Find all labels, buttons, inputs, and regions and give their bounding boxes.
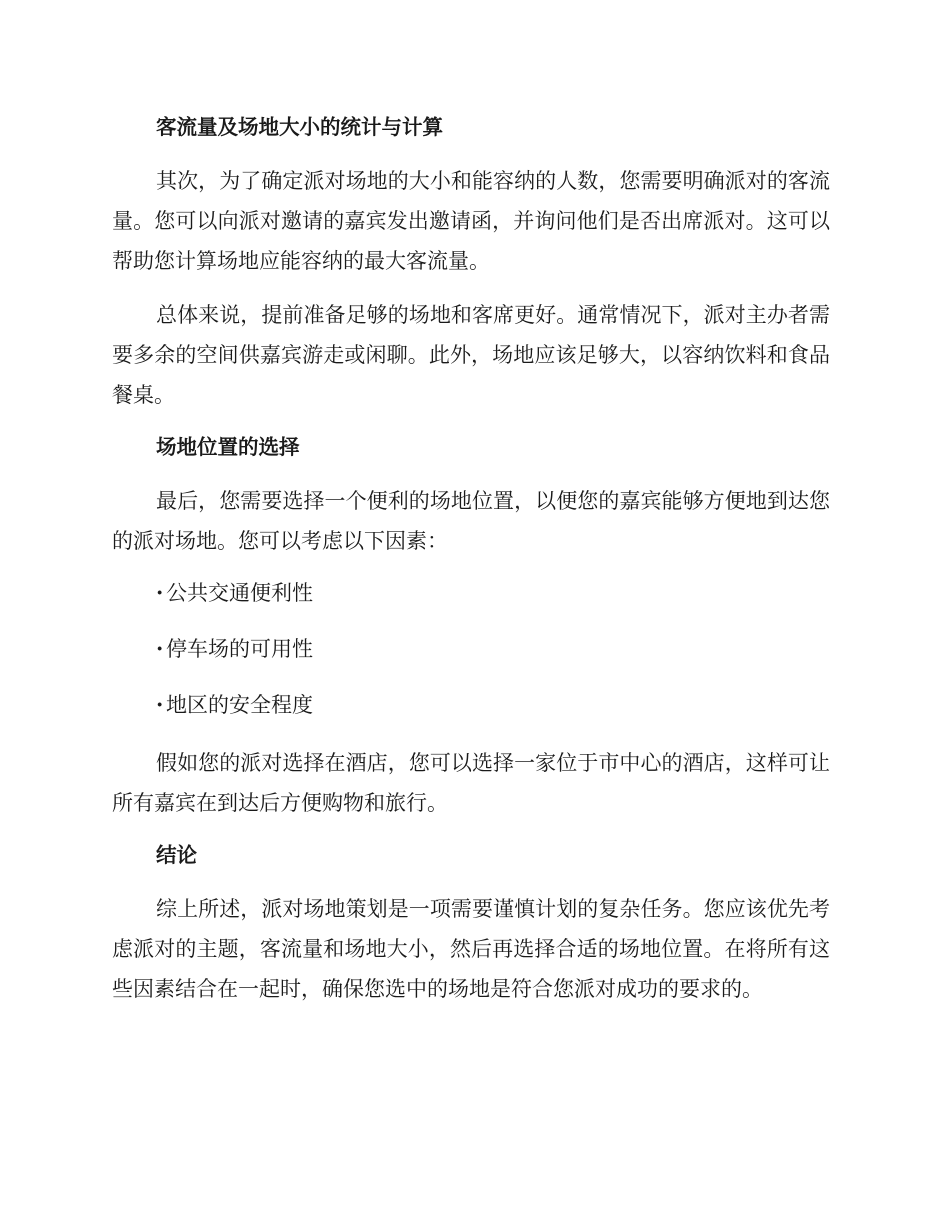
bullet-marker: ·: [156, 636, 164, 661]
paragraph-location-closing: 假如您的派对选择在酒店，您可以选择一家位于市中心的酒店，这样可让所有嘉宾在到达后方便购物和旅行。: [112, 751, 830, 815]
bullet-marker: ·: [156, 580, 164, 605]
list-item-text: 公共交通便利性: [166, 581, 313, 605]
list-item: [112, 687, 830, 723]
section-heading-conclusion: 结论: [156, 843, 197, 867]
list-item-text: 地区的安全程度: [166, 693, 313, 717]
list-item-text: 停车场的可用性: [166, 637, 313, 661]
paragraph-conclusion: 综上所述，派对场地策划是一项需要谨慎计划的复杂任务。您应该优先考虑派对的主题，客流量和场地大小，然后再选择合适的场地位置。在将所有这些因素结合在一起时，确保您选中的场地是符合您派对成功的要求的。: [112, 897, 830, 1001]
section-heading-location: 场地位置的选择: [156, 435, 300, 459]
list-item: [112, 575, 830, 611]
paragraph-capacity-1: 其次，为了确定派对场地的大小和能容纳的人数，您需要明确派对的客流量。您可以向派对邀请的嘉宾发出邀请函，并询问他们是否出席派对。这可以帮助您计算场地应能容纳的最大客流量。: [112, 169, 830, 273]
section-heading-capacity: 客流量及场地大小的统计与计算: [156, 115, 443, 139]
paragraph-location-intro: 最后，您需要选择一个便利的场地位置，以便您的嘉宾能够方便地到达您的派对场地。您可以考虑以下因素：: [112, 489, 830, 553]
bullet-marker: ·: [156, 692, 164, 717]
paragraph-capacity-2: 总体来说，提前准备足够的场地和客席更好。通常情况下，派对主办者需要多余的空间供嘉宾游走或闲聊。此外，场地应该足够大，以容纳饮料和食品餐桌。: [112, 303, 830, 407]
list-item: [112, 631, 830, 667]
